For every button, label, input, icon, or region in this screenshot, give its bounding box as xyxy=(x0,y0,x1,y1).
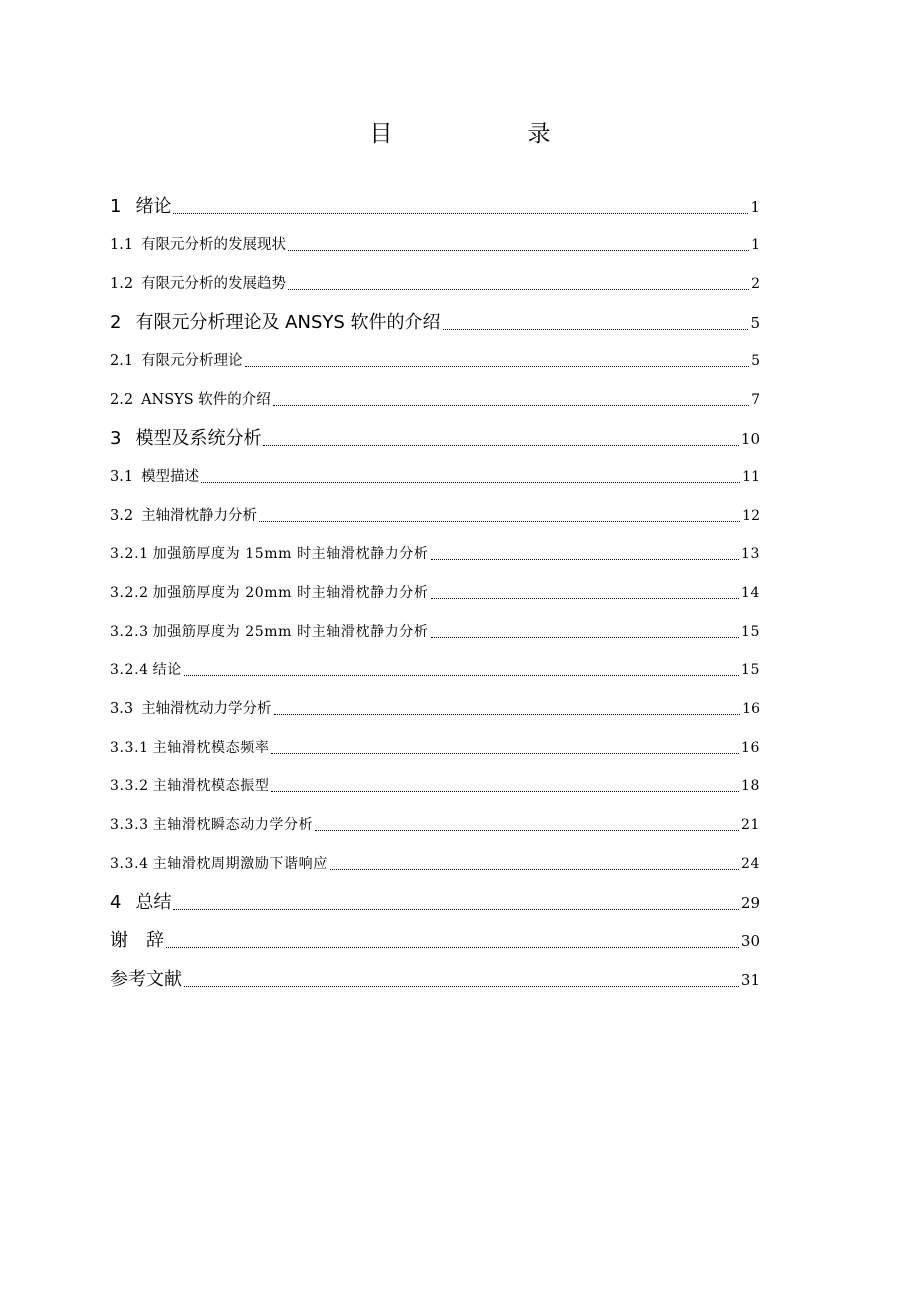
toc-entry[interactable] xyxy=(110,502,760,530)
toc-entry-title: ANSYS 软件的介绍 xyxy=(141,392,271,408)
toc-entry[interactable] xyxy=(110,424,760,454)
toc-entry[interactable] xyxy=(110,386,760,414)
toc-entry-number: 3.3.3 xyxy=(110,817,149,833)
toc-entry[interactable] xyxy=(110,656,760,684)
toc-entry-page: 1 xyxy=(750,198,760,216)
toc-entry-number: 3.2.2 xyxy=(110,585,149,601)
toc-entry-title: 有限元分析理论及 ANSYS 软件的介绍 xyxy=(135,312,441,333)
toc-entry[interactable] xyxy=(110,192,760,222)
dot-leader xyxy=(431,598,739,599)
toc-entry-title: 有限元分析理论 xyxy=(141,353,243,369)
toc-entry[interactable] xyxy=(110,695,760,723)
toc-title: 目 录 xyxy=(369,121,607,147)
toc-entry-number: 3.2.3 xyxy=(110,624,149,640)
dot-leader xyxy=(201,482,740,483)
dot-leader xyxy=(271,791,739,792)
toc-entry-title: 模型描述 xyxy=(141,469,200,485)
toc-entry-title: 主轴滑枕瞬态动力学分析 xyxy=(152,817,314,833)
toc-entry-number: 2 xyxy=(110,312,122,333)
toc-entry-page: 24 xyxy=(740,856,760,872)
toc-entry-number: 2.1 xyxy=(110,353,134,369)
toc-entry-page: 18 xyxy=(740,778,760,794)
dot-leader xyxy=(184,675,739,676)
dot-leader xyxy=(184,986,739,987)
toc-entry-title: 模型及系统分析 xyxy=(135,428,262,449)
toc-entry[interactable] xyxy=(110,850,760,878)
toc-entry-title: 有限元分析的发展现状 xyxy=(141,237,287,253)
toc-entry-title: 加强筋厚度为 20mm 时主轴滑枕静力分析 xyxy=(152,585,429,601)
toc-entry-page: 5 xyxy=(750,314,760,332)
dot-leader xyxy=(288,250,749,251)
toc-entry-page: 16 xyxy=(740,740,760,756)
toc-entry-number: 1.1 xyxy=(110,237,134,253)
toc-entry-title: 主轴滑枕周期激励下谐响应 xyxy=(152,856,328,872)
dot-leader xyxy=(166,947,739,948)
dot-leader xyxy=(443,329,749,330)
dot-leader xyxy=(431,637,739,638)
toc-entry[interactable] xyxy=(110,926,760,956)
toc-entry-title: 加强筋厚度为 25mm 时主轴滑枕静力分析 xyxy=(152,624,429,640)
toc-entry-page: 7 xyxy=(751,392,760,408)
toc-entry-page: 11 xyxy=(742,469,760,485)
toc-entry[interactable] xyxy=(110,540,760,568)
toc-entry[interactable] xyxy=(110,308,760,338)
toc-entry[interactable] xyxy=(110,734,760,762)
dot-leader xyxy=(259,521,740,522)
dot-leader xyxy=(173,909,738,910)
toc-entry-page: 2 xyxy=(751,276,760,292)
toc-entry[interactable] xyxy=(110,347,760,375)
toc-entry[interactable] xyxy=(110,579,760,607)
toc-entry[interactable] xyxy=(110,463,760,491)
dot-leader xyxy=(245,366,750,367)
toc-entry-number: 1.2 xyxy=(110,276,134,292)
toc-entry-number: 1 xyxy=(110,196,122,217)
toc-entry-page: 29 xyxy=(740,894,760,912)
toc-entry-title: 谢 辞 xyxy=(110,930,164,951)
toc-entry-number: 3.3 xyxy=(110,701,134,717)
toc-entry-title: 主轴滑枕静力分析 xyxy=(141,508,258,524)
toc-entry-page: 31 xyxy=(740,971,760,989)
dot-leader xyxy=(315,830,739,831)
dot-leader xyxy=(330,869,739,870)
toc-entry[interactable] xyxy=(110,618,760,646)
toc-entry-page: 1 xyxy=(751,237,760,253)
dot-leader xyxy=(288,289,749,290)
toc-entry-page: 30 xyxy=(740,932,760,950)
dot-leader xyxy=(274,714,741,715)
toc-entry-number: 4 xyxy=(110,892,122,913)
toc-entry-page: 15 xyxy=(740,662,760,678)
toc-entry[interactable] xyxy=(110,888,760,918)
dot-leader xyxy=(263,445,738,446)
toc-entry-title: 结论 xyxy=(152,662,182,678)
dot-leader xyxy=(173,213,748,214)
toc-entry-title: 有限元分析的发展趋势 xyxy=(141,276,287,292)
toc-entry-title: 主轴滑枕模态振型 xyxy=(152,778,270,794)
dot-leader xyxy=(431,559,739,560)
toc-entry[interactable] xyxy=(110,270,760,298)
toc-entry[interactable] xyxy=(110,811,760,839)
dot-leader xyxy=(271,753,739,754)
toc-entry[interactable] xyxy=(110,772,760,800)
toc-entry-number: 3.3.2 xyxy=(110,778,149,794)
dot-leader xyxy=(273,405,749,406)
toc-entry[interactable] xyxy=(110,231,760,259)
toc-entry-page: 10 xyxy=(740,430,760,448)
toc-entry-number: 3.2 xyxy=(110,508,134,524)
toc-entry-page: 21 xyxy=(740,817,760,833)
toc-entry-title: 总结 xyxy=(135,892,172,913)
toc-entry[interactable] xyxy=(110,965,760,995)
toc-entry-page: 5 xyxy=(751,353,760,369)
toc-entry-number: 3.1 xyxy=(110,469,134,485)
toc-entry-number: 3.2.4 xyxy=(110,662,149,678)
toc-entry-page: 16 xyxy=(742,701,760,717)
toc-entry-page: 12 xyxy=(742,508,760,524)
toc-entry-number: 3.3.1 xyxy=(110,740,149,756)
toc-entry-title: 主轴滑枕模态频率 xyxy=(152,740,270,756)
toc-entry-title: 加强筋厚度为 15mm 时主轴滑枕静力分析 xyxy=(152,546,429,562)
toc-entry-number: 2.2 xyxy=(110,392,134,408)
toc-entry-number: 3 xyxy=(110,428,122,449)
toc-entry-title: 参考文献 xyxy=(110,969,182,990)
toc-entry-page: 15 xyxy=(740,624,760,640)
toc-entry-number: 3.2.1 xyxy=(110,546,149,562)
toc-entry-number: 3.3.4 xyxy=(110,856,149,872)
toc-entry-page: 14 xyxy=(740,585,760,601)
toc-entry-page: 13 xyxy=(740,546,760,562)
toc-entry-title: 绪论 xyxy=(135,196,172,217)
toc-entry-title: 主轴滑枕动力学分析 xyxy=(141,701,272,717)
